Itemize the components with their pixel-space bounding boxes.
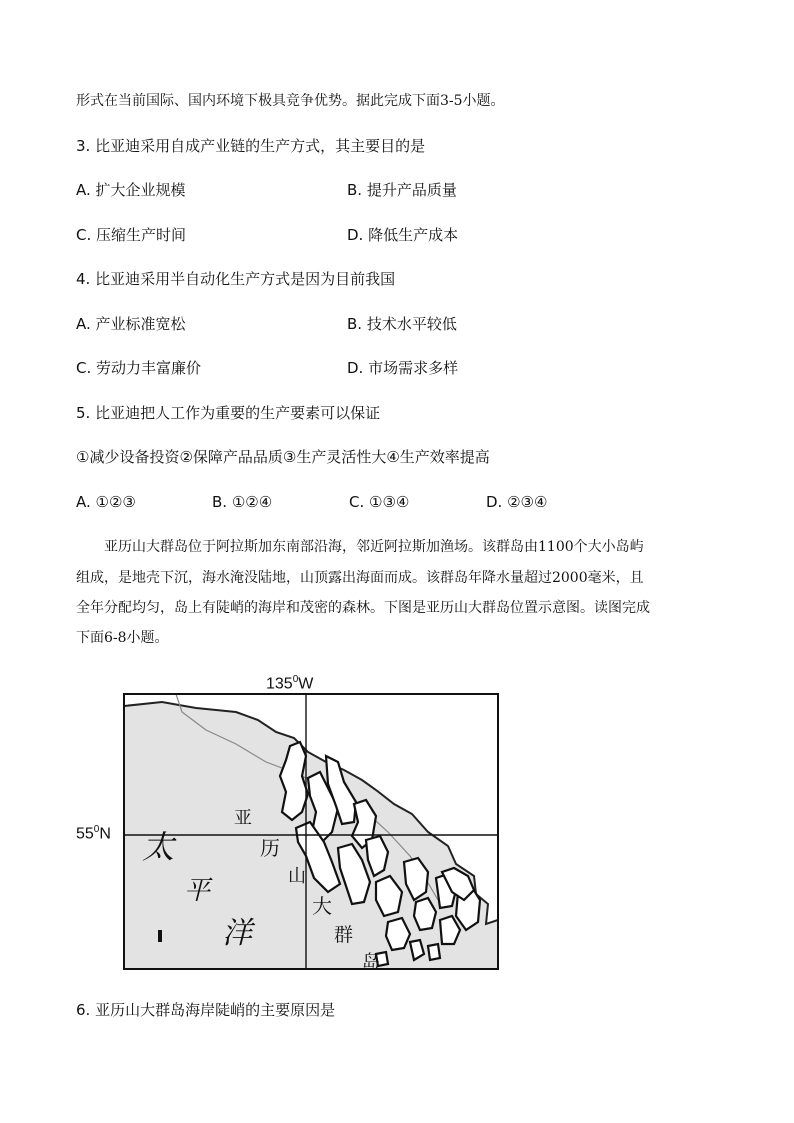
q5-option-b: B. ①②④ [212,493,273,511]
latitude-label [76,824,111,843]
passage-line-1: 亚历山大群岛位于阿拉斯加东南部沿海，邻近阿拉斯加渔场。该群岛由1100个大小岛屿 [104,539,644,555]
question-6-stem: 6. 亚历山大群岛海岸陡峭的主要原因是 [76,1001,336,1019]
intro-tail: 形式在当前国际、国内环境下极具竞争优势。据此完成下面3-5小题。 [76,93,505,109]
latitude-suffix: N [99,825,111,843]
q4-option-c: C. 劳动力丰富廉价 [76,359,202,377]
passage-line-4: 下面6-8小题。 [76,630,169,646]
question-5-stem: 5. 比亚迪把人工作为重要的生产要素可以保证 [76,404,381,422]
question-3-stem: 3. 比亚迪采用自成产业链的生产方式，其主要目的是 [76,137,426,155]
q3-option-b: B. 提升产品质量 [347,181,457,199]
island-label-char-2: 历 [260,836,280,860]
island-label-char-4: 大 [312,894,332,918]
island-label-char-1: 亚 [234,808,252,829]
q3-option-a: A. 扩大企业规模 [76,181,186,199]
map-mark [158,930,162,942]
ocean-label-char-1: 太 [142,828,175,866]
alexander-archipelago-map [76,672,506,982]
ocean-label-char-3: 洋 [222,916,252,951]
map-drawing [76,672,506,982]
island-label-char-6: 岛 [362,952,380,973]
island-label-char-3: 山 [288,866,306,887]
q4-option-d: D. 市场需求多样 [347,359,459,377]
q3-option-c: C. 压缩生产时间 [76,226,187,244]
q5-statements: ①减少设备投资②保障产品品质③生产灵活性大④生产效率提高 [76,448,490,466]
longitude-label [266,674,313,693]
q5-option-a: A. ①②③ [76,493,136,511]
question-4-stem: 4. 比亚迪采用半自动化生产方式是因为目前我国 [76,270,396,288]
q4-option-b: B. 技术水平较低 [347,315,457,333]
latitude-degree: 0 [93,824,100,835]
ocean-label-char-2: 平 [184,876,211,906]
q5-option-d: D. ②③④ [486,493,548,511]
passage-line-2: 组成，是地壳下沉，海水淹没陆地，山顶露出海面而成。该群岛年降水量超过2000毫米，且 [76,570,644,586]
island-label-char-5: 群 [334,924,354,946]
latitude-value: 55 [76,825,94,843]
q3-option-d: D. 降低生产成本 [347,226,459,244]
q5-option-c: C. ①③④ [349,493,410,511]
passage-line-3: 全年分配均匀，岛上有陡峭的海岸和茂密的森林。下图是亚历山大群岛位置示意图。读图完成 [76,600,650,616]
q4-option-a: A. 产业标准宽松 [76,315,186,333]
longitude-value: 135 [266,675,293,693]
longitude-suffix: W [298,675,314,693]
longitude-degree: 0 [292,674,299,685]
